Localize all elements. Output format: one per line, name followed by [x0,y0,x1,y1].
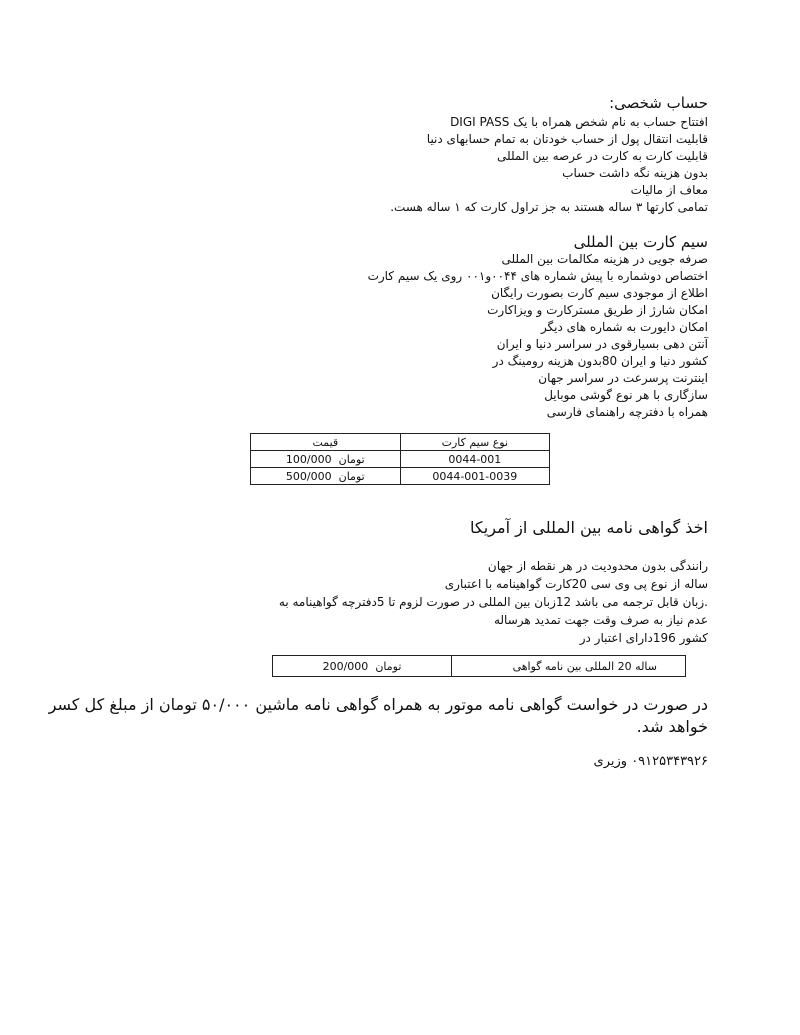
motorcycle-license-notice [49,694,708,738]
list-item: بدون هزینه نگه داشت حساب [562,166,708,180]
price-value: 200/000 [322,659,369,673]
list-item: ساله از نوع پی وی سی 20کارت گواهینامه با اعتباری [444,577,708,591]
header-sim-type: نوع سیم کارت [400,434,549,451]
list-item: اطلاع از موجودی سیم کارت بصورت رایگان [491,286,708,300]
list-item: همراه با دفترچه راهنمای فارسی [546,405,708,419]
price-unit: تومان [375,659,402,673]
list-item: معاف از مالیات [630,183,708,197]
license-label-cell: ساله 20 المللی بین نامه گواهی [452,656,686,677]
list-item: افتتاح حساب به نام شخص همراه با یک DIGI PASS [450,115,708,129]
section2-list [368,251,708,421]
sim-type-cell: 0044-001 [400,451,549,468]
notice-line: در صورت در خواست گواهی نامه موتور به همراه گواهی نامه ماشین ۵۰/۰۰۰ تومان از مبلغ کل کسر [48,695,708,714]
contact-info: ۰۹۱۲۵۳۴۳۹۲۶ وزیری [593,754,708,769]
list-item: امکان شارژ از طریق مسترکارت و ویزاکارت [487,303,708,317]
list-item: کشور 196دارای اعتبار در [579,631,708,645]
list-item: تمامی کارتها ۳ ساله هستند به جز تراول کارت که ۱ ساله هست. [390,200,708,214]
price-value: 100/000 [285,452,332,466]
notice-line: خواهد شد. [636,717,708,736]
table-row [251,468,550,485]
list-item: قابلیت کارت به کارت در عرصه بین المللی [496,149,708,163]
price-value: 500/000 [285,469,332,483]
list-item: قابلیت انتقال پول از حساب خودتان به تمام حسابهای دنیا [426,132,708,146]
list-item: اینترنت پرسرعت در سراسر جهان [538,371,708,385]
table-row [273,656,686,677]
price-cell [251,468,401,485]
section1-title: حساب شخصی: [609,94,708,112]
sim-price-table [250,433,550,485]
table-row [251,451,550,468]
price-cell [251,451,401,468]
list-item: امکان دایورت به شماره های دیگر [540,320,708,334]
table-header-row [251,434,550,451]
section1-list [390,114,708,216]
section3-list [279,557,708,647]
list-item: .زبان قابل ترجمه می باشد 12زبان بین المللی در صورت لزوم تا 5دفترچه گواهینامه به [278,595,708,609]
list-item: سازگاری با هر نوع گوشی موبایل [544,388,708,402]
list-item: رانندگی بدون محدودیت در هر نقطه از جهان [487,559,708,573]
section3-title: اخذ گواهی نامه بین المللی از آمریکا [470,518,708,537]
list-item: عدم نیاز به صرف وقت جهت تمدید هرساله [493,613,708,627]
list-item: کشور دنیا و ایران 80بدون هزینه رومینگ در [492,354,708,368]
list-item: اختصاص دوشماره با پیش شماره های ۰۰۴۴و۰۰۱ روی یک سیم کارت [367,269,708,283]
license-price-table [272,655,686,677]
license-price-cell [273,656,452,677]
section2-title: سیم کارت بین المللی [573,233,708,251]
list-item: آنتن دهی بسیارقوی در سراسر دنیا و ایران [496,337,708,351]
price-unit: تومان [338,469,365,483]
sim-type-cell: 0044-001-0039 [400,468,549,485]
price-unit: تومان [338,452,365,466]
list-item: صرفه جویی در هزینه مکالمات بین المللی [501,252,708,266]
header-price: قیمت [251,434,401,451]
